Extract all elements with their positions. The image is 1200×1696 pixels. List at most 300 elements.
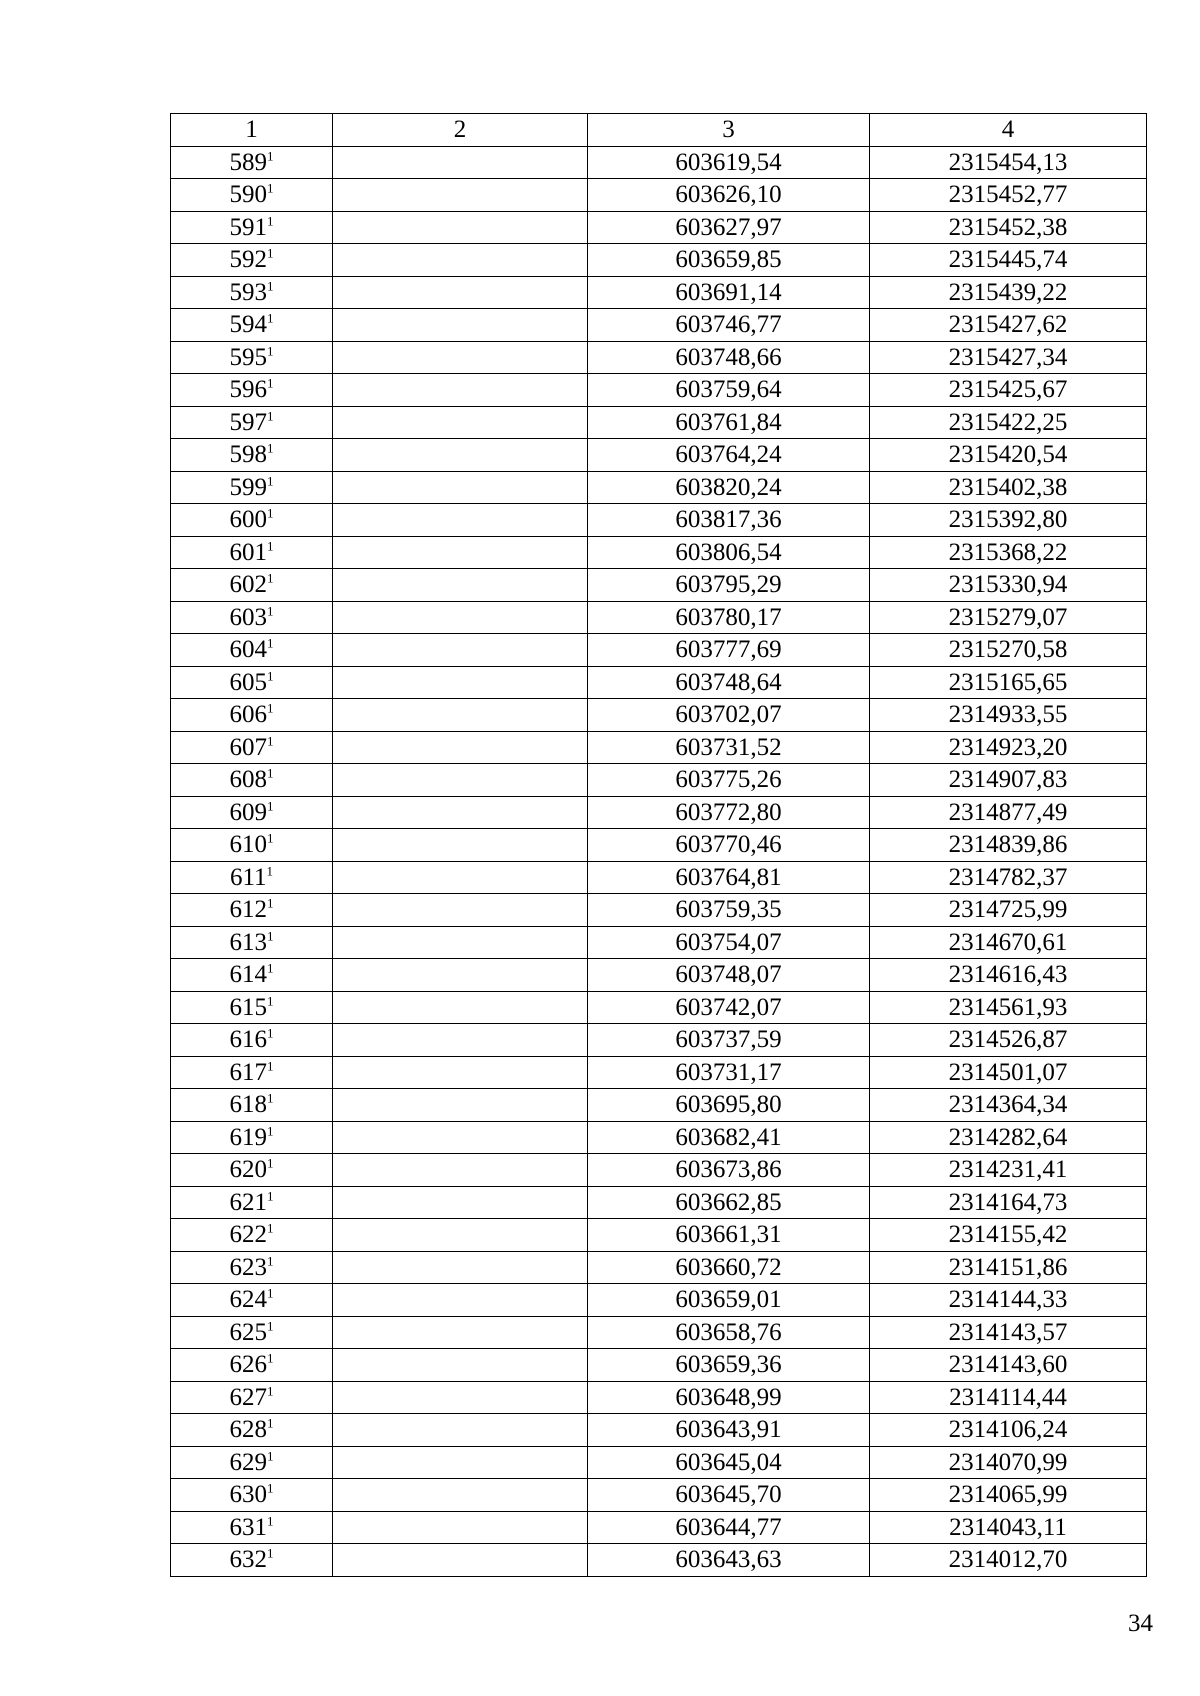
x-coordinate-cell: 603645,04: [588, 1446, 870, 1479]
x-coordinate-cell: 603759,35: [588, 894, 870, 927]
point-number-superscript: 1: [267, 310, 274, 326]
x-coordinate-cell: 603748,64: [588, 666, 870, 699]
point-number-superscript: 1: [267, 440, 274, 456]
y-coordinate-cell: 2314561,93: [870, 991, 1147, 1024]
point-number-superscript: 1: [267, 213, 274, 229]
y-coordinate-cell: 2314907,83: [870, 764, 1147, 797]
point-number: 619: [229, 1123, 267, 1151]
y-coordinate-cell: 2315330,94: [870, 569, 1147, 602]
point-number-cell: [171, 211, 333, 244]
table-row: [171, 601, 1147, 634]
table-body: [171, 146, 1147, 1576]
empty-cell: [333, 926, 588, 959]
point-number-superscript: 1: [267, 408, 274, 424]
point-number-superscript: 1: [267, 1058, 274, 1074]
point-number-cell: [171, 244, 333, 277]
empty-cell: [333, 731, 588, 764]
empty-cell: [333, 861, 588, 894]
point-number-superscript: 1: [267, 1025, 274, 1041]
point-number-cell: [171, 504, 333, 537]
point-number-superscript: 1: [267, 960, 274, 976]
point-number-superscript: 1: [267, 733, 274, 749]
point-number: 629: [229, 1448, 267, 1476]
point-number: 607: [229, 733, 267, 761]
empty-cell: [333, 1219, 588, 1252]
x-coordinate-cell: 603795,29: [588, 569, 870, 602]
point-number-superscript: 1: [267, 928, 274, 944]
empty-cell: [333, 764, 588, 797]
x-coordinate-cell: 603806,54: [588, 536, 870, 569]
table-row: [171, 1316, 1147, 1349]
header-col-3: 3: [588, 114, 870, 147]
point-number-superscript: 1: [267, 180, 274, 196]
point-number: 617: [229, 1058, 267, 1086]
point-number-cell: [171, 1349, 333, 1382]
y-coordinate-cell: 2315445,74: [870, 244, 1147, 277]
y-coordinate-cell: 2314501,07: [870, 1056, 1147, 1089]
empty-cell: [333, 1349, 588, 1382]
table-row: [171, 1284, 1147, 1317]
point-number-superscript: 1: [267, 1318, 274, 1334]
point-number-cell: [171, 764, 333, 797]
point-number-cell: [171, 1219, 333, 1252]
point-number-superscript: 1: [267, 1285, 274, 1301]
point-number-superscript: 1: [267, 245, 274, 261]
x-coordinate-cell: 603770,46: [588, 829, 870, 862]
x-coordinate-cell: 603673,86: [588, 1154, 870, 1187]
point-number: 590: [229, 181, 267, 209]
point-number-superscript: 1: [267, 1383, 274, 1399]
point-number: 625: [229, 1318, 267, 1346]
y-coordinate-cell: 2315452,77: [870, 179, 1147, 212]
table-row: [171, 406, 1147, 439]
point-number-cell: [171, 861, 333, 894]
table-row: [171, 1186, 1147, 1219]
x-coordinate-cell: 603644,77: [588, 1511, 870, 1544]
x-coordinate-cell: 603820,24: [588, 471, 870, 504]
table-row: [171, 179, 1147, 212]
empty-cell: [333, 1186, 588, 1219]
y-coordinate-cell: 2315425,67: [870, 374, 1147, 407]
empty-cell: [333, 1381, 588, 1414]
y-coordinate-cell: 2314364,34: [870, 1089, 1147, 1122]
point-number-cell: [171, 1479, 333, 1512]
table-row: [171, 1414, 1147, 1447]
table-row: [171, 309, 1147, 342]
point-number: 620: [229, 1156, 267, 1184]
point-number-cell: [171, 666, 333, 699]
empty-cell: [333, 276, 588, 309]
empty-cell: [333, 829, 588, 862]
table-row: [171, 959, 1147, 992]
x-coordinate-cell: 603748,07: [588, 959, 870, 992]
x-coordinate-cell: 603691,14: [588, 276, 870, 309]
point-number: 624: [229, 1286, 267, 1314]
point-number-cell: [171, 1284, 333, 1317]
header-col-2: 2: [333, 114, 588, 147]
x-coordinate-cell: 603742,07: [588, 991, 870, 1024]
empty-cell: [333, 569, 588, 602]
header-col-1: 1: [171, 114, 333, 147]
table-header: [171, 114, 1147, 147]
point-number-superscript: 1: [267, 375, 274, 391]
point-number-superscript: 1: [267, 1480, 274, 1496]
point-number: 613: [229, 928, 267, 956]
point-number: 618: [229, 1091, 267, 1119]
empty-cell: [333, 634, 588, 667]
point-number-cell: [171, 1446, 333, 1479]
y-coordinate-cell: 2315402,38: [870, 471, 1147, 504]
point-number: 599: [229, 473, 267, 501]
x-coordinate-cell: 603662,85: [588, 1186, 870, 1219]
empty-cell: [333, 471, 588, 504]
y-coordinate-cell: 2314282,64: [870, 1121, 1147, 1154]
point-number-cell: [171, 699, 333, 732]
empty-cell: [333, 1024, 588, 1057]
point-number-cell: [171, 894, 333, 927]
y-coordinate-cell: 2314877,49: [870, 796, 1147, 829]
empty-cell: [333, 959, 588, 992]
y-coordinate-cell: 2314106,24: [870, 1414, 1147, 1447]
y-coordinate-cell: 2315279,07: [870, 601, 1147, 634]
table-row: [171, 569, 1147, 602]
empty-cell: [333, 1479, 588, 1512]
x-coordinate-cell: 603695,80: [588, 1089, 870, 1122]
point-number: 631: [229, 1513, 267, 1541]
x-coordinate-cell: 603817,36: [588, 504, 870, 537]
x-coordinate-cell: 603746,77: [588, 309, 870, 342]
y-coordinate-cell: 2315420,54: [870, 439, 1147, 472]
point-number-superscript: 1: [267, 343, 274, 359]
empty-cell: [333, 536, 588, 569]
point-number-cell: [171, 1511, 333, 1544]
y-coordinate-cell: 2314143,60: [870, 1349, 1147, 1382]
x-coordinate-cell: 603737,59: [588, 1024, 870, 1057]
table-row: [171, 471, 1147, 504]
empty-cell: [333, 1089, 588, 1122]
point-number-cell: [171, 601, 333, 634]
x-coordinate-cell: 603764,81: [588, 861, 870, 894]
point-number-superscript: 1: [267, 1253, 274, 1269]
y-coordinate-cell: 2314065,99: [870, 1479, 1147, 1512]
empty-cell: [333, 504, 588, 537]
point-number: 630: [229, 1481, 267, 1509]
x-coordinate-cell: 603748,66: [588, 341, 870, 374]
table-row: [171, 764, 1147, 797]
x-coordinate-cell: 603702,07: [588, 699, 870, 732]
point-number-superscript: 1: [267, 148, 274, 164]
y-coordinate-cell: 2314782,37: [870, 861, 1147, 894]
point-number-cell: [171, 146, 333, 179]
table-row: [171, 211, 1147, 244]
table-row: [171, 244, 1147, 277]
point-number: 605: [229, 668, 267, 696]
point-number-superscript: 1: [267, 1448, 274, 1464]
empty-cell: [333, 1251, 588, 1284]
x-coordinate-cell: 603648,99: [588, 1381, 870, 1414]
point-number: 615: [229, 993, 267, 1021]
table-row: [171, 374, 1147, 407]
empty-cell: [333, 244, 588, 277]
point-number: 614: [229, 961, 267, 989]
point-number: 627: [229, 1383, 267, 1411]
y-coordinate-cell: 2314043,11: [870, 1511, 1147, 1544]
x-coordinate-cell: 603682,41: [588, 1121, 870, 1154]
empty-cell: [333, 309, 588, 342]
point-number-cell: [171, 1381, 333, 1414]
point-number: 589: [229, 148, 267, 176]
table-row: [171, 1121, 1147, 1154]
x-coordinate-cell: 603780,17: [588, 601, 870, 634]
point-number-superscript: 1: [267, 278, 274, 294]
point-number: 595: [229, 343, 267, 371]
point-number-superscript: 1: [267, 830, 274, 846]
point-number-cell: [171, 374, 333, 407]
point-number-superscript: 1: [267, 1513, 274, 1529]
point-number-superscript: 1: [267, 798, 274, 814]
empty-cell: [333, 341, 588, 374]
empty-cell: [333, 406, 588, 439]
header-row: [171, 114, 1147, 147]
empty-cell: [333, 211, 588, 244]
point-number-cell: [171, 471, 333, 504]
point-number: 598: [229, 441, 267, 469]
y-coordinate-cell: 2314526,87: [870, 1024, 1147, 1057]
empty-cell: [333, 1284, 588, 1317]
point-number-cell: [171, 1089, 333, 1122]
table-row: [171, 1544, 1147, 1577]
table-row: [171, 1024, 1147, 1057]
point-number-superscript: 1: [267, 1545, 274, 1561]
x-coordinate-cell: 603659,36: [588, 1349, 870, 1382]
point-number: 616: [229, 1026, 267, 1054]
empty-cell: [333, 796, 588, 829]
point-number: 597: [229, 408, 267, 436]
empty-cell: [333, 991, 588, 1024]
y-coordinate-cell: 2314155,42: [870, 1219, 1147, 1252]
table-row: [171, 439, 1147, 472]
point-number-superscript: 1: [266, 863, 274, 879]
y-coordinate-cell: 2314143,57: [870, 1316, 1147, 1349]
point-number: 610: [229, 831, 267, 859]
point-number-cell: [171, 1316, 333, 1349]
y-coordinate-cell: 2314114,44: [870, 1381, 1147, 1414]
y-coordinate-cell: 2315427,62: [870, 309, 1147, 342]
point-number-cell: [171, 1186, 333, 1219]
y-coordinate-cell: 2315439,22: [870, 276, 1147, 309]
point-number-cell: [171, 1121, 333, 1154]
x-coordinate-cell: 603645,70: [588, 1479, 870, 1512]
table-row: [171, 699, 1147, 732]
point-number: 594: [229, 311, 267, 339]
point-number-cell: [171, 731, 333, 764]
table-row: [171, 894, 1147, 927]
x-coordinate-cell: 603731,52: [588, 731, 870, 764]
point-number-superscript: 1: [267, 1123, 274, 1139]
point-number: 612: [229, 896, 267, 924]
point-number-cell: [171, 1056, 333, 1089]
point-number-superscript: 1: [267, 1090, 274, 1106]
empty-cell: [333, 666, 588, 699]
table-row: [171, 276, 1147, 309]
point-number-cell: [171, 926, 333, 959]
point-number-cell: [171, 179, 333, 212]
table-row: [171, 634, 1147, 667]
empty-cell: [333, 1056, 588, 1089]
table-row: [171, 796, 1147, 829]
y-coordinate-cell: 2314144,33: [870, 1284, 1147, 1317]
empty-cell: [333, 894, 588, 927]
point-number-cell: [171, 1544, 333, 1577]
point-number-superscript: 1: [267, 765, 274, 781]
point-number: 593: [229, 278, 267, 306]
x-coordinate-cell: 603643,91: [588, 1414, 870, 1447]
x-coordinate-cell: 603626,10: [588, 179, 870, 212]
table-row: [171, 1446, 1147, 1479]
point-number-cell: [171, 829, 333, 862]
y-coordinate-cell: 2314933,55: [870, 699, 1147, 732]
table-row: [171, 1219, 1147, 1252]
point-number-superscript: 1: [267, 993, 274, 1009]
point-number-superscript: 1: [267, 1188, 274, 1204]
x-coordinate-cell: 603764,24: [588, 439, 870, 472]
y-coordinate-cell: 2314839,86: [870, 829, 1147, 862]
x-coordinate-cell: 603643,63: [588, 1544, 870, 1577]
point-number: 603: [229, 603, 267, 631]
x-coordinate-cell: 603759,64: [588, 374, 870, 407]
point-number-superscript: 1: [267, 668, 274, 684]
coordinates-table: [170, 113, 1147, 1577]
point-number: 626: [229, 1351, 267, 1379]
point-number: 592: [229, 246, 267, 274]
table-row: [171, 504, 1147, 537]
point-number-superscript: 1: [267, 895, 274, 911]
y-coordinate-cell: 2314923,20: [870, 731, 1147, 764]
empty-cell: [333, 374, 588, 407]
point-number-superscript: 1: [267, 1220, 274, 1236]
y-coordinate-cell: 2314151,86: [870, 1251, 1147, 1284]
table-row: [171, 991, 1147, 1024]
x-coordinate-cell: 603775,26: [588, 764, 870, 797]
table-row: [171, 1089, 1147, 1122]
point-number-superscript: 1: [267, 1350, 274, 1366]
y-coordinate-cell: 2314164,73: [870, 1186, 1147, 1219]
x-coordinate-cell: 603754,07: [588, 926, 870, 959]
empty-cell: [333, 146, 588, 179]
x-coordinate-cell: 603627,97: [588, 211, 870, 244]
point-number-superscript: 1: [267, 1415, 274, 1431]
table-row: [171, 1349, 1147, 1382]
point-number-cell: [171, 991, 333, 1024]
x-coordinate-cell: 603659,85: [588, 244, 870, 277]
point-number: 604: [229, 636, 267, 664]
y-coordinate-cell: 2314070,99: [870, 1446, 1147, 1479]
y-coordinate-cell: 2314012,70: [870, 1544, 1147, 1577]
point-number: 602: [229, 571, 267, 599]
empty-cell: [333, 699, 588, 732]
empty-cell: [333, 601, 588, 634]
table-row: [171, 829, 1147, 862]
table-row: [171, 341, 1147, 374]
x-coordinate-cell: 603772,80: [588, 796, 870, 829]
point-number-cell: [171, 341, 333, 374]
table-row: [171, 861, 1147, 894]
empty-cell: [333, 1121, 588, 1154]
empty-cell: [333, 1511, 588, 1544]
y-coordinate-cell: 2314616,43: [870, 959, 1147, 992]
x-coordinate-cell: 603661,31: [588, 1219, 870, 1252]
point-number-cell: [171, 1251, 333, 1284]
point-number: 608: [229, 766, 267, 794]
header-col-4: 4: [870, 114, 1147, 147]
y-coordinate-cell: 2315427,34: [870, 341, 1147, 374]
y-coordinate-cell: 2314725,99: [870, 894, 1147, 927]
point-number-superscript: 1: [267, 603, 274, 619]
point-number: 622: [229, 1221, 267, 1249]
point-number: 628: [229, 1416, 267, 1444]
empty-cell: [333, 1154, 588, 1187]
point-number: 600: [229, 506, 267, 534]
y-coordinate-cell: 2315452,38: [870, 211, 1147, 244]
table-row: [171, 1056, 1147, 1089]
table-row: [171, 146, 1147, 179]
point-number-cell: [171, 406, 333, 439]
y-coordinate-cell: 2315165,65: [870, 666, 1147, 699]
point-number: 596: [229, 376, 267, 404]
point-number: 623: [229, 1253, 267, 1281]
point-number: 591: [229, 213, 267, 241]
x-coordinate-cell: 603777,69: [588, 634, 870, 667]
y-coordinate-cell: 2314231,41: [870, 1154, 1147, 1187]
empty-cell: [333, 1316, 588, 1349]
point-number-cell: [171, 1414, 333, 1447]
point-number-cell: [171, 1024, 333, 1057]
point-number-superscript: 1: [267, 473, 274, 489]
x-coordinate-cell: 603658,76: [588, 1316, 870, 1349]
point-number: 621: [229, 1188, 267, 1216]
table-row: [171, 666, 1147, 699]
point-number-superscript: 1: [267, 635, 274, 651]
table-row: [171, 1154, 1147, 1187]
point-number-superscript: 1: [267, 538, 274, 554]
x-coordinate-cell: 603761,84: [588, 406, 870, 439]
table-row: [171, 1381, 1147, 1414]
y-coordinate-cell: 2315368,22: [870, 536, 1147, 569]
point-number-cell: [171, 634, 333, 667]
y-coordinate-cell: 2315270,58: [870, 634, 1147, 667]
point-number-cell: [171, 536, 333, 569]
table-row: [171, 1511, 1147, 1544]
page-number: 34: [1128, 1610, 1153, 1637]
empty-cell: [333, 179, 588, 212]
y-coordinate-cell: 2315422,25: [870, 406, 1147, 439]
empty-cell: [333, 1414, 588, 1447]
point-number-cell: [171, 796, 333, 829]
point-number: 606: [229, 701, 267, 729]
empty-cell: [333, 1446, 588, 1479]
y-coordinate-cell: 2315454,13: [870, 146, 1147, 179]
point-number-cell: [171, 1154, 333, 1187]
table-row: [171, 536, 1147, 569]
y-coordinate-cell: 2315392,80: [870, 504, 1147, 537]
point-number-cell: [171, 959, 333, 992]
x-coordinate-cell: 603660,72: [588, 1251, 870, 1284]
table-row: [171, 731, 1147, 764]
point-number-superscript: 1: [267, 700, 274, 716]
point-number-cell: [171, 276, 333, 309]
point-number-cell: [171, 309, 333, 342]
point-number: 611: [229, 863, 267, 891]
